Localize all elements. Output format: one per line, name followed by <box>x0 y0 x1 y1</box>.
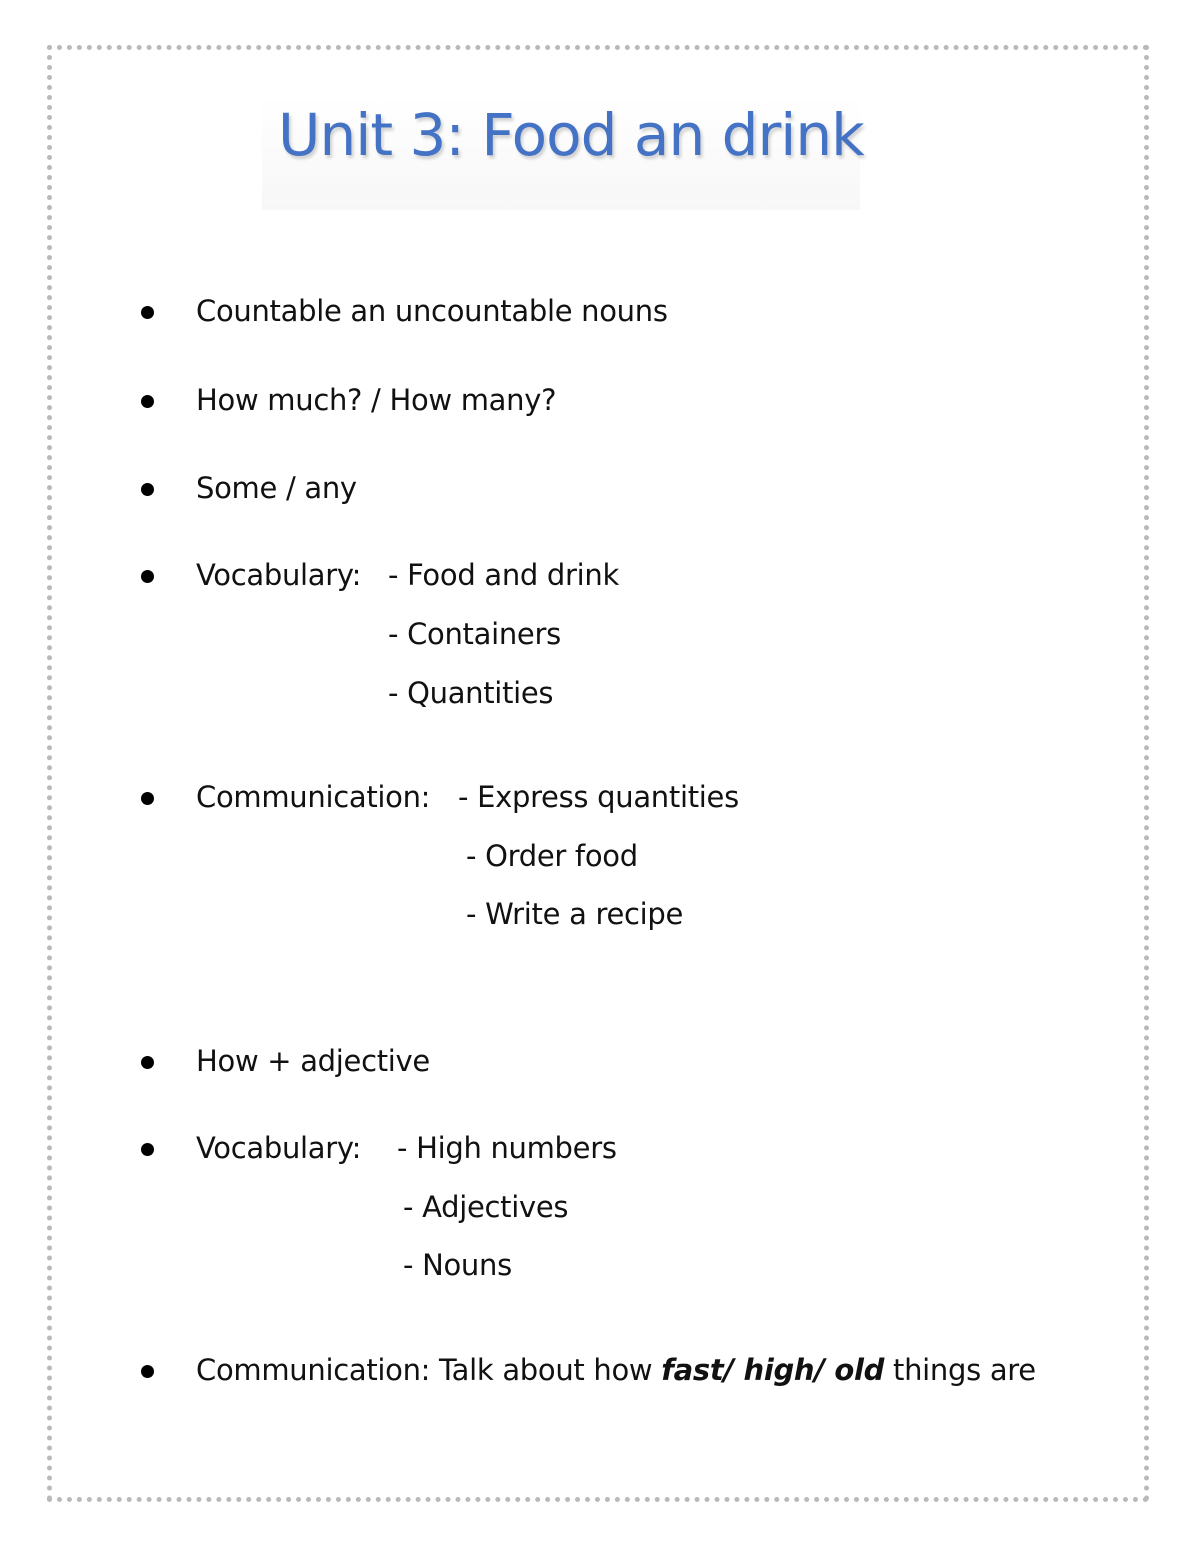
list-item-communication-label: Communication: <box>196 780 431 814</box>
communication-talk-prefix: Communication: Talk about how <box>196 1353 662 1387</box>
bullet-icon <box>141 483 154 496</box>
bullet-icon <box>141 570 154 583</box>
page-title: Unit 3: Food an drink <box>278 101 864 169</box>
bullet-icon <box>141 1365 154 1378</box>
communication-talk-suffix: things are <box>884 1353 1036 1387</box>
bullet-icon <box>141 1056 154 1069</box>
page-border <box>47 45 1149 1502</box>
communication-talk-emphasis: fast/ high/ old <box>661 1353 885 1387</box>
bullet-icon <box>141 395 154 408</box>
list-item-countable-nouns: Countable an uncountable nouns <box>196 294 668 328</box>
bullet-icon <box>141 1143 154 1156</box>
vocabulary-sub-item: - High numbers <box>397 1131 617 1165</box>
vocabulary-sub-item: - Food and drink <box>388 558 619 592</box>
vocabulary-sub-item: - Nouns <box>403 1248 512 1282</box>
list-item-vocabulary-label: Vocabulary: <box>196 1131 362 1165</box>
bullet-icon <box>141 306 154 319</box>
list-item-communication-talk <box>196 1353 1036 1387</box>
communication-sub-item: - Order food <box>466 839 638 873</box>
vocabulary-sub-item: - Adjectives <box>403 1190 569 1224</box>
vocabulary-sub-item: - Containers <box>388 617 561 651</box>
bullet-icon <box>141 792 154 805</box>
vocabulary-sub-item: - Quantities <box>388 676 554 710</box>
communication-sub-item: - Express quantities <box>458 780 739 814</box>
list-item-how-adjective: How + adjective <box>196 1044 430 1078</box>
communication-sub-item: - Write a recipe <box>466 897 684 931</box>
list-item-some-any: Some / any <box>196 471 357 505</box>
list-item-vocabulary-label: Vocabulary: <box>196 558 362 592</box>
list-item-how-much-many: How much? / How many? <box>196 383 557 417</box>
